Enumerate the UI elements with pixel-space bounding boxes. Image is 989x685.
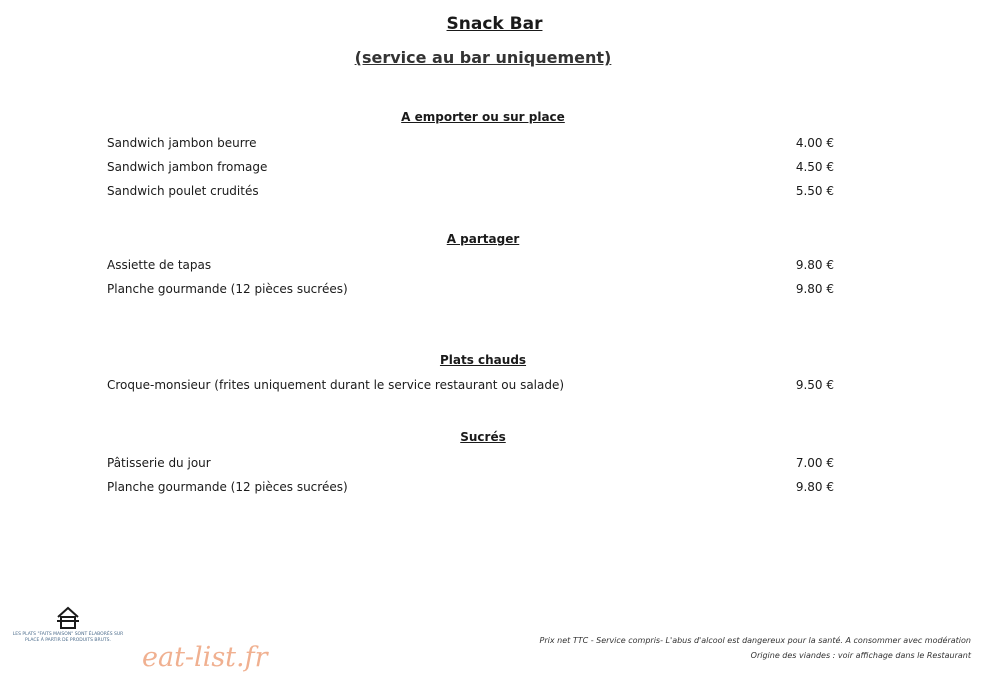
- item-price: 9.50 €: [795, 378, 834, 392]
- item-name: Pâtisserie du jour: [107, 456, 211, 470]
- item-name: Sandwich jambon fromage: [107, 160, 268, 174]
- item-price: 4.50 €: [795, 160, 834, 174]
- item-name: Assiette de tapas: [107, 258, 212, 272]
- section-heading-a-emporter: A emporter ou sur place: [401, 110, 565, 124]
- page-title: Snack Bar: [446, 14, 543, 34]
- item-name: Sandwich jambon beurre: [107, 136, 257, 150]
- watermark: eat-list.fr: [142, 642, 268, 673]
- menu-item: [107, 280, 834, 298]
- item-name: Sandwich poulet crudités: [107, 184, 259, 198]
- menu-item: [107, 158, 834, 176]
- footer-meat-origin: Origine des viandes : voir affichage dans le Restaurant: [750, 651, 971, 660]
- fait-maison-logo: [8, 606, 128, 666]
- item-name: Croque-monsieur (frites uniquement durant le service restaurant ou salade): [107, 378, 565, 392]
- menu-item: [107, 478, 834, 496]
- item-price: 9.80 €: [795, 258, 834, 272]
- item-price: 5.50 €: [795, 184, 834, 198]
- menu-item: [107, 182, 834, 200]
- item-name: Planche gourmande (12 pièces sucrées): [107, 282, 348, 296]
- item-price: 9.80 €: [795, 282, 834, 296]
- menu-item: [107, 134, 834, 152]
- section-heading-a-partager: A partager: [446, 232, 520, 246]
- section-heading-sucres: Sucrés: [460, 430, 506, 444]
- item-price: 7.00 €: [795, 456, 834, 470]
- item-price: 9.80 €: [795, 480, 834, 494]
- menu-item: [107, 376, 834, 394]
- item-price: 4.00 €: [795, 136, 834, 150]
- menu-item: [107, 256, 834, 274]
- section-heading-plats-chauds: Plats chauds: [439, 353, 527, 367]
- item-name: Planche gourmande (12 pièces sucrées): [107, 480, 348, 494]
- logo-caption: LES PLATS "FAITS MAISON" SONT ÉLABORÉS SUR PLACE À PARTIR DE PRODUITS BRUTS.: [12, 632, 124, 643]
- page-subtitle: (service au bar uniquement): [354, 48, 612, 67]
- house-icon: [55, 606, 81, 630]
- footer-disclaimer: Prix net TTC - Service compris- L'abus d'alcool est dangereux pour la santé. A consommer avec modération: [539, 636, 971, 645]
- menu-item: [107, 454, 834, 472]
